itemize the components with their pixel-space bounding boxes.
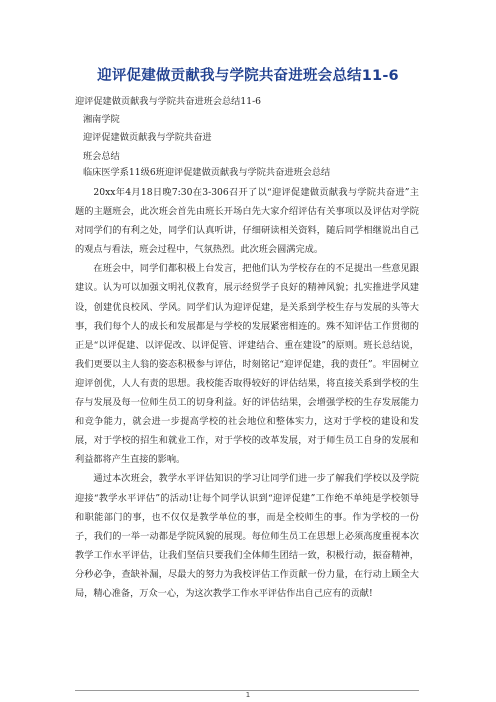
doc-type-line: 班会总结 bbox=[83, 151, 120, 162]
document-title: 迎评促建做贡献我与学院共奋进班会总结11-6 bbox=[97, 68, 399, 84]
document-body bbox=[75, 183, 419, 603]
paragraph-3: 通过本次班会，教学水平评估知识的学习让同学们进一步了解我们学校以及学院迎接“教学水平评估”的活动!让每个同学认识到“迎评促建”工作绝不单纯是学校领导和职能部门的事，也不仅仅是教学单位的事，而是全校师生的事。作为学校的一份子，我们的一举一动都是学院风貌的展现。每位师生员工在思想上必须高度重视本次教学工作水平评估，让我们坚信只要我们全体师生团结一致，积极行动，振奋精神，分秒必争，查缺补漏，尽最大的努力为我校评估工作贡献一份力量，在行动上顾全大局，精心准备，万众一心，为这次教学工作水平评估作出自己应有的贡献! bbox=[75, 473, 419, 599]
topic-line: 迎评促建做贡献我与学院共奋进 bbox=[83, 132, 212, 143]
page-number: 1 bbox=[245, 691, 251, 699]
class-line: 临床医学系11级6班迎评促建做贡献我与学院共奋进班会总结 bbox=[83, 167, 331, 178]
school-line: 湘南学院 bbox=[83, 114, 120, 125]
subtitle-line: 迎评促建做贡献我与学院共奋进班会总结11-6 bbox=[75, 96, 262, 107]
paragraph-2: 在班会中，同学们都积极上台发言，把他们认为学校存在的不足提出一些意见跟建议。认为可以加强文明礼仪教育，展示经贸学子良好的精神风貌；扎实推进学风建设，创建优良校风、学风。同学们认为迎评促建，是关系到学校生存与发展的头等大事，我们每个人的成长和发展都是与学校的发展紧密相连的。殊不知评估工作贯彻的正是“以评促建、以评促改、以评促管、评建结合、重在建设”的原则。班长总结说，我们更要以主人翁的姿态积极参与评估，时刻铭记“迎评促建，我的责任”。牢固树立迎评创优，人人有责的思想。我校能否取得较好的评估结果，将直接关系到学校的生存与发展及每一位师生员工的切身利益。好的评估结果，会增强学校的生存发展能力和竞争能力，就会进一步提高学校的社会地位和整体实力，这对于学校的建设和发展，对于学校的招生和就业工作，对于学校的改革发展，对于师生员工自身的发展和利益都将产生直接的影响。 bbox=[75, 263, 419, 466]
paragraph-1: 20xx年4月18日晚7:30在3-306召开了以“迎评促建做贡献我与学院共奋进”主题的主题班会，此次班会首先由班长开场白先大家介绍评估有关事项以及评估对学院对同学们的有利之处，同学们认真听讲，仔细研读相关资料，随后同学相继说出自己的观点与看法，班会过程中，气氛热烈。此次班会圆满完成。 bbox=[75, 187, 419, 256]
